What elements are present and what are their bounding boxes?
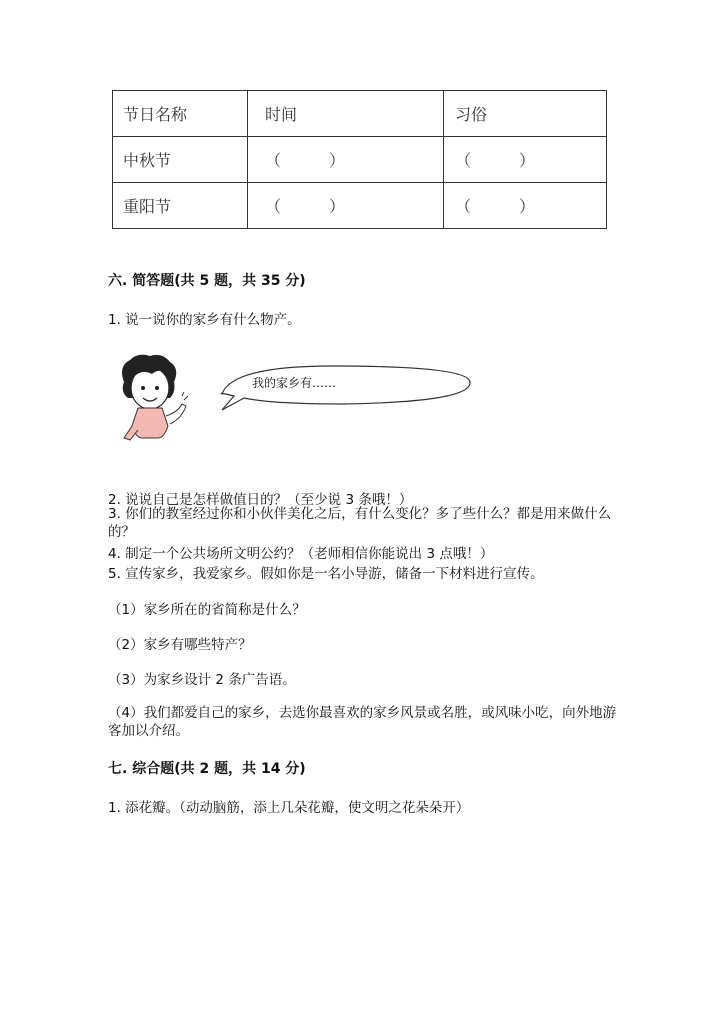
table-row: [113, 137, 607, 183]
question-1: 1. 说一说你的家乡有什么物产。: [108, 312, 301, 328]
time-blank[interactable]: （ ）: [248, 183, 444, 229]
table-header-row: [113, 91, 607, 137]
time-blank[interactable]: （ ）: [248, 137, 444, 183]
boy-speaking-illustration: [112, 352, 482, 452]
sub-question-4: （4）我们都爱自己的家乡，去选你最喜欢的家乡风景或名胜，或风味小吃，向外地游客加以介绍。: [108, 705, 617, 739]
header-custom: 习俗: [444, 91, 607, 137]
question-2: 2. 说说自己是怎样做值日的？（至少说 3 条哦！）: [108, 492, 413, 508]
section6-title: 六. 简答题(共 5 题，共 35 分): [108, 273, 306, 289]
header-time: 时间: [248, 91, 444, 137]
sub-question-3: （3）为家乡设计 2 条广告语。: [108, 672, 296, 688]
custom-blank[interactable]: （ ）: [444, 183, 607, 229]
question-4: 4. 制定一个公共场所文明公约？（老师相信你能说出 3 点哦！）: [108, 546, 494, 562]
table-row: [113, 183, 607, 229]
section7-question-1: 1. 添花瓣。（动动脑筋，添上几朵花瓣，使文明之花朵朵开）: [108, 800, 470, 816]
header-festival-name: 节日名称: [113, 91, 248, 137]
custom-blank[interactable]: （ ）: [444, 137, 607, 183]
boy-icon: [122, 355, 188, 440]
festival-name-cell: 中秋节: [113, 137, 248, 183]
question-3: 3. 你们的教室经过你和小伙伴美化之后，有什么变化？多了些什么？都是用来做什么的？: [108, 506, 612, 540]
festival-table: [112, 90, 607, 229]
sub-question-1: （1）家乡所在的省简称是什么？: [108, 602, 306, 618]
sub-question-2: （2）家乡有哪些特产？: [108, 637, 252, 653]
section7-title: 七. 综合题(共 2 题，共 14 分): [108, 761, 306, 777]
speech-text: 我的家乡有……: [252, 376, 337, 390]
festival-name-cell: 重阳节: [113, 183, 248, 229]
question-5: 5. 宣传家乡，我爱家乡。假如你是一名小导游，储备一下材料进行宣传。: [108, 566, 544, 582]
